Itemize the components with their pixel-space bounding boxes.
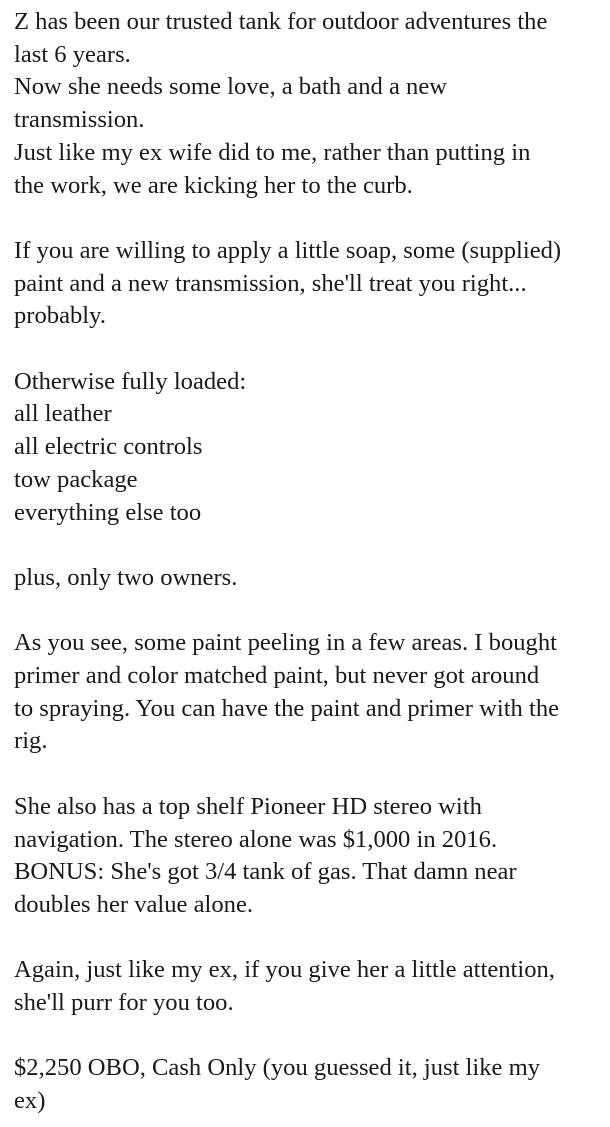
text-line: probably. bbox=[14, 302, 106, 330]
text-line: Otherwise fully loaded: bbox=[14, 367, 247, 395]
feature-item: tow package bbox=[14, 465, 138, 493]
text-line: plus, only two owners. bbox=[14, 563, 238, 591]
feature-item: all leather bbox=[14, 400, 112, 428]
text-line: last 6 years. bbox=[14, 40, 131, 68]
paragraph-offer bbox=[14, 235, 602, 333]
paragraph-intro bbox=[14, 6, 602, 202]
paragraph-stereo bbox=[14, 791, 602, 922]
text-line: doubles her value alone. bbox=[14, 890, 254, 918]
text-line: Just like my ex wife did to me, rather than putting in bbox=[14, 138, 531, 166]
text-line: primer and color matched paint, but never got around bbox=[14, 662, 540, 689]
listing-description bbox=[14, 6, 602, 1118]
paragraph-features bbox=[14, 366, 602, 530]
text-line: As you see, some paint peeling in a few areas. I bought bbox=[14, 629, 557, 657]
feature-item: all electric controls bbox=[14, 433, 203, 461]
text-line: to spraying. You can have the paint and primer with the bbox=[14, 694, 560, 722]
text-line: transmission. bbox=[14, 106, 145, 134]
text-line: If you are willing to apply a little soap, some (supplied) bbox=[14, 236, 562, 264]
text-line: Z has been our trusted tank for outdoor adventures the bbox=[14, 8, 548, 35]
paragraph-owners bbox=[14, 562, 602, 595]
text-line: she'll purr for you too. bbox=[14, 989, 234, 1016]
text-line: Again, just like my ex, if you give her a little attention, bbox=[14, 956, 555, 984]
price-line: $2,250 OBO, Cash Only (you guessed it, just like my bbox=[14, 1054, 541, 1082]
text-line: navigation. The stereo alone was $1,000 in 2016. bbox=[14, 825, 498, 853]
price-line: ex) bbox=[14, 1087, 46, 1115]
text-line: rig. bbox=[14, 727, 48, 755]
paragraph-price bbox=[14, 1052, 602, 1117]
text-line: Now she needs some love, a bath and a new bbox=[14, 73, 447, 101]
text-line: paint and a new transmission, she'll treat you right... bbox=[14, 269, 527, 297]
paragraph-paint bbox=[14, 627, 602, 758]
text-line: BONUS: She's got 3/4 tank of gas. That damn near bbox=[14, 858, 517, 886]
feature-item: everything else too bbox=[14, 498, 202, 526]
text-line: the work, we are kicking her to the curb. bbox=[14, 171, 413, 199]
paragraph-attention bbox=[14, 954, 602, 1019]
text-line: She also has a top shelf Pioneer HD stereo with bbox=[14, 792, 482, 820]
